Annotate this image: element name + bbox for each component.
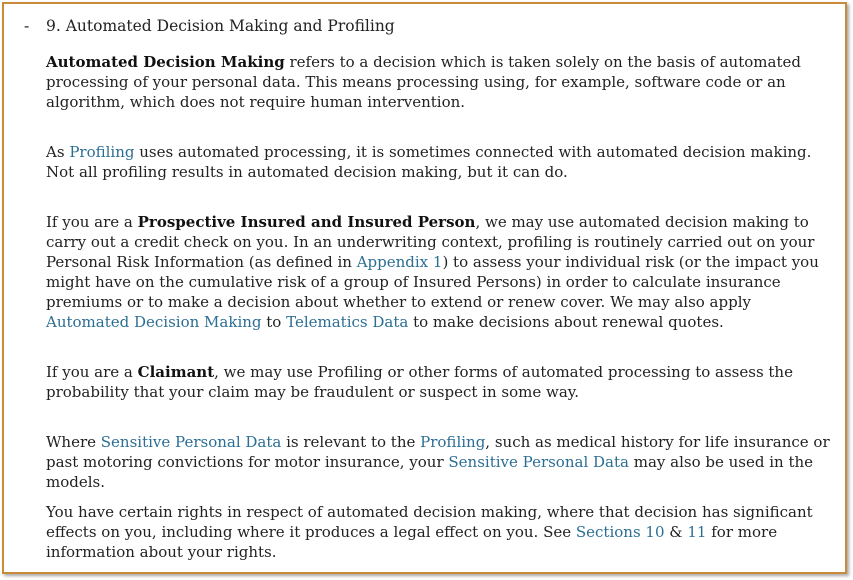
paragraph-profiling [46,142,836,182]
term-prospective-insured: Prospective Insured and Insured Person [137,213,476,231]
term-claimant: Claimant [137,363,215,381]
paragraph-rights [46,502,836,562]
sensitive-personal-data-link[interactable]: Sensitive Personal Data [448,453,629,471]
automated-decision-making-link[interactable]: Automated Decision Making [46,313,262,331]
sections-10-link[interactable]: Sections 10 [575,523,665,541]
paragraph-text: , we may use automated decision making to carry out a credit check on you. In an underwriting context, profiling is routinely carried out on your Personal Risk Information (as defined in [46,213,815,271]
section-11-link[interactable]: 11 [687,523,707,541]
telematics-data-link[interactable]: Telematics Data [286,313,409,331]
paragraph-automated-decision-making [46,52,836,112]
paragraph-text: to make decisions about renewal quotes. [408,313,724,331]
paragraph-sensitive-data [46,432,836,492]
paragraph-insured-person [46,212,836,332]
section-title: 9. Automated Decision Making and Profiling [46,17,395,35]
paragraph-text: You have certain rights in respect of automated decision making, where that decision has significant effects on you, including where it produces a legal effect on you. See [46,503,813,541]
paragraph-text: may also be used in the models. [46,453,814,491]
document-frame [2,2,847,574]
paragraph-text: ) to assess your individual risk (or the impact you might have on the cumulative risk of a group of Insured Persons) in order to calculate insurance premiums or to make a decision about whether to extend or renew cover. We may also apply [46,253,819,311]
paragraph-text: If you are a [46,213,138,231]
term-automated-decision-making: Automated Decision Making [46,53,285,71]
paragraph-text: As [46,143,70,161]
section-heading [24,16,395,36]
paragraph-text: is relevant to the [281,433,421,451]
sensitive-personal-data-link[interactable]: Sensitive Personal Data [100,433,282,451]
list-marker: - [24,17,30,35]
paragraph-text: Where [46,433,101,451]
paragraph-text: refers to a decision which is taken solely on the basis of automated processing of your personal data. This means processing using, for example, software code or an algorithm, which does not require human intervention. [46,53,801,111]
profiling-link[interactable]: Profiling [420,433,486,451]
paragraph-text: , such as medical history for life insurance or past motoring convictions for motor insurance, your [46,433,830,471]
paragraph-text: uses automated processing, it is sometimes connected with automated decision making. Not all profiling results in automated decision making, but it can do. [46,143,812,181]
paragraph-text: to [261,313,287,331]
profiling-link[interactable]: Profiling [69,143,135,161]
paragraph-text: & [664,523,688,541]
paragraph-text: If you are a [46,363,138,381]
paragraph-text: , we may use Profiling or other forms of automated processing to assess the probability that your claim may be fraudulent or suspect in some way. [46,363,793,401]
appendix-1-link[interactable]: Appendix 1 [356,253,443,271]
paragraph-claimant [46,362,836,402]
paragraph-text: for more information about your rights. [46,523,778,561]
